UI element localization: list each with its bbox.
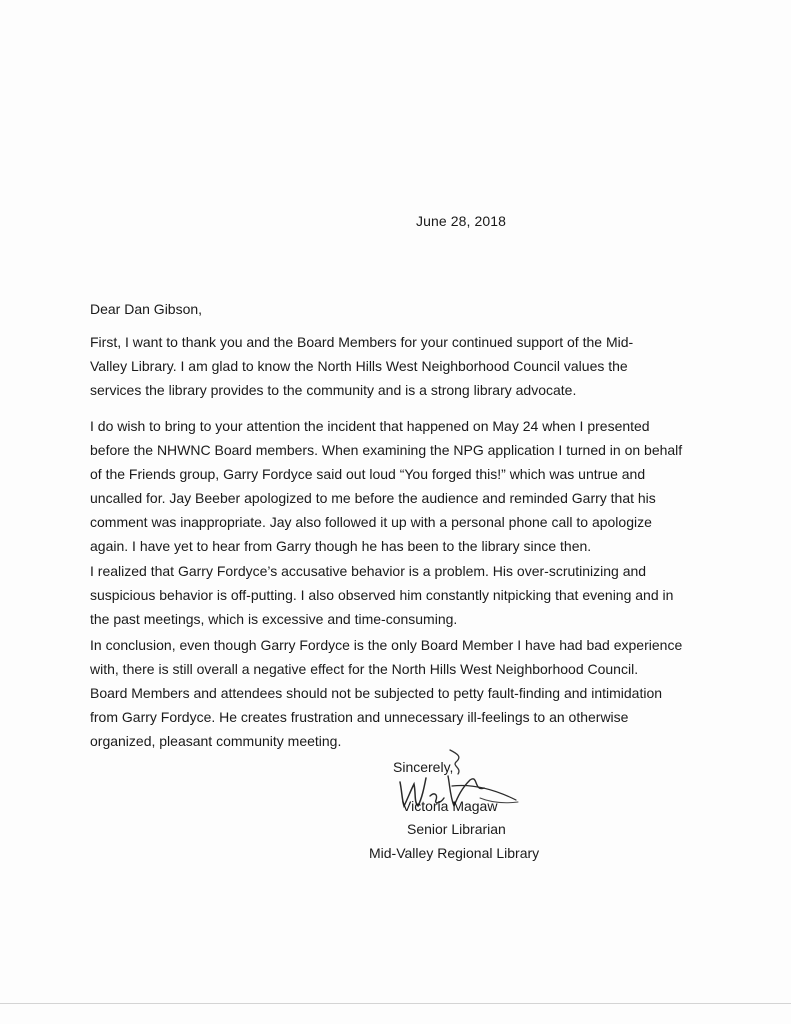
paragraph-line: comment was inappropriate. Jay also followed it up with a personal phone call to apologize (90, 514, 652, 530)
signer-name: Victoria Magaw (402, 798, 498, 814)
paragraph-line: services the library provides to the community and is a strong library advocate. (90, 382, 577, 398)
paragraph-line: Valley Library. I am glad to know the North Hills West Neighborhood Council values the (90, 358, 628, 374)
paragraph-line: I do wish to bring to your attention the incident that happened on May 24 when I presented (90, 418, 650, 434)
handwritten-signature (392, 748, 532, 828)
paragraph-line: before the NHWNC Board members. When examining the NPG application I turned in on behalf (90, 442, 683, 458)
paragraph-line: In conclusion, even though Garry Fordyce is the only Board Member I have had bad experience (90, 637, 683, 653)
paragraph-line: the past meetings, which is excessive and time-consuming. (90, 611, 458, 627)
letter-paragraph (90, 330, 690, 402)
paragraph-line: from Garry Fordyce. He creates frustration and unnecessary ill-feelings to an otherwise (90, 709, 629, 725)
letter-closing: Sincerely, (393, 759, 454, 775)
signer-organization: Mid-Valley Regional Library (369, 845, 540, 861)
paragraph-line: uncalled for. Jay Beeber apologized to me before the audience and reminded Garry that his (90, 490, 656, 506)
paragraph-line: I realized that Garry Fordyce’s accusative behavior is a problem. His over-scrutinizing and (90, 563, 647, 579)
paragraph-line: with, there is still overall a negative effect for the North Hills West Neighborhood Council. (90, 661, 639, 677)
paragraph-line: First, I want to thank you and the Board Members for your continued support of the Mid- (90, 334, 634, 350)
paragraph-line: of the Friends group, Garry Fordyce said out loud “You forged this!” which was untrue and (90, 466, 646, 482)
signer-title: Senior Librarian (407, 821, 506, 837)
paragraph-line: again. I have yet to hear from Garry though he has been to the library since then. (90, 538, 592, 554)
letter-date: June 28, 2018 (416, 213, 507, 229)
paragraph-line: suspicious behavior is off-putting. I also observed him constantly nitpicking that evening and in (90, 587, 674, 603)
paragraph-line: organized, pleasant community meeting. (90, 733, 342, 749)
letter-paragraph (90, 633, 690, 753)
letter-salutation: Dear Dan Gibson, (90, 301, 203, 317)
letter-paragraph (90, 414, 690, 558)
paragraph-line: Board Members and attendees should not be subjected to petty fault-finding and intimidation (90, 685, 663, 701)
letter-paragraph (90, 559, 690, 631)
scan-edge-line (0, 1003, 791, 1004)
